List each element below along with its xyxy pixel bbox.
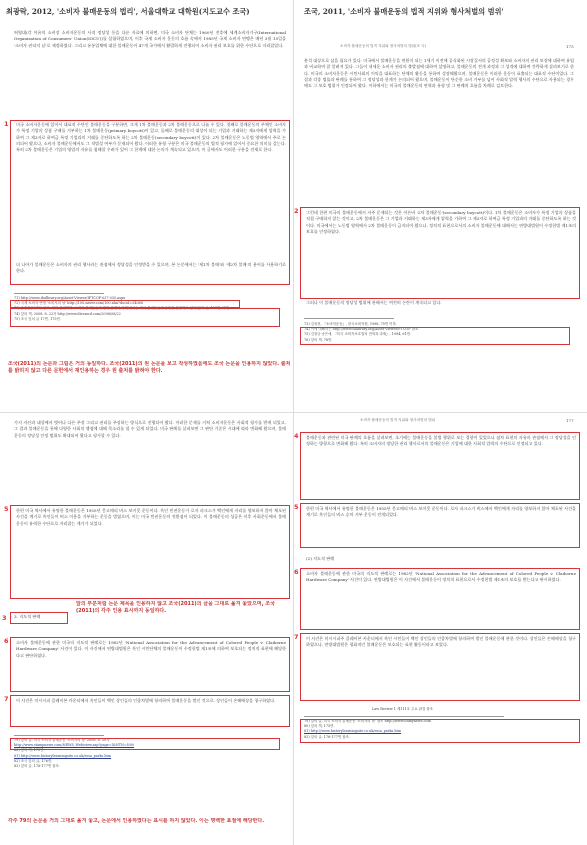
right-bottom-subhead: (2) 지도적 판례 [306, 556, 335, 561]
marker-7: 7 [4, 695, 9, 703]
marker-4: 4 [294, 432, 299, 440]
right-document-header: 조국, 2011, '소비자 불매운동의 법적 지위와 형사처벌의 범위' [304, 7, 504, 16]
left-bottom-fn-82: 82) 조국 앞의 글, 176면. [14, 758, 53, 763]
right-bottom-paragraph-4: 불매운동과 관련된 미국 판례의 흐름을 살펴보면, 초기에는 불매운동을 불법 행위로 보는 경향이 있었으나 점차 표현의 자유의 관점에서 그 정당성을 인정하는 방향으로 변화해 왔다. 특히 소비자의 정당한 권리 행사로서의 불매운동은 기업에 대한 사회적 압력의 수단으로 인정되고 있다. [306, 435, 576, 447]
right-bottom-footnote-rule [304, 716, 504, 717]
right-footnote-highlight [300, 327, 570, 345]
left-bottom-fn-79-link[interactable]: http://www.stampnews.com/NEWS_Web/view.asp?page=l&NTN=N00 [14, 743, 135, 748]
right-bottom-fn-82: 82) 앞의 글, 176-177면 참조. [304, 734, 350, 739]
left-bottom-fn-79: 79) 앞의 글, 미국 소비자 불매운동 '소비자의 날' 2008. 8. 20자 [14, 738, 110, 742]
left-document-header: 최광락, 2012, '소비자 불매운동의 법리', 서울대학교 대학원(지도교수 조국) [6, 7, 250, 16]
right-footnote-75: 75) 김창규·송은애, 『미국 소비자보호법의 연혁과 과제』, 1994, 61면. [304, 332, 412, 337]
left-bottom-boxed-paragraph: 한편 미국 역사에서 유명한 불매운동은 1955년 몽고메리 버스 보이콧 운동이다. 흑인 민권운동가 로자 파크스가 백인에게 자리를 양보하지 않아 체포된 사건을 계기로 흑인들이 버스 이용을 거부하는 운동을 벌였으며, 이는 미국 민권운동의 전환점이 되었다. 이 불매운동의 성공은 이후 사회운동에서 불매운동이 유력한 수단으로 자리잡는 계기가 되었다. [16, 508, 286, 526]
footnote-71: 71) http://www.ifoilbrary.org/Asset-Viewer/IFTCOP-037-035.aspx [14, 296, 126, 300]
right-bottom-footnote-heading [372, 707, 492, 714]
marker-2: 2 [294, 207, 299, 215]
horizontal-divider [0, 412, 587, 413]
left-top-footnote-rule [14, 293, 104, 294]
right-bottom-fn-81-link[interactable]: 81) http://www.historylearningsite.co.uk/rosa_parks.htm [304, 729, 402, 734]
right-top-tail-paragraph: 그러나 이 불매운동의 정당성 범위에 관해서는 여전히 논란이 계속되고 있다. [306, 300, 442, 305]
footnote-72-highlight [10, 300, 240, 308]
right-top-paragraph-1: 분석 대상으로 삼을 필요가 있다. 미국에서 불매운동을 연원이 되는 1세기 이전에 공식화된 시장질서의 공정성 확보와 소비자의 권리 보장에 대하여 유럽과 비교하여 잘 알려져 있다. 그들이 내세운 소비자 권리의 출발점에 대하여 설명하고, 불매운동의 전개 과정과 그 성격에 대하여 간략하게 살펴보기로 한다. 미국의 소비자운동은 시민사회의 이익을 대표하는 단체의 활동을 통하여 성장해왔으며, 불매운동은 이러한 운동이 표출되는 대표적 수단이었다. 그 결과 각종 법률과 판례를 통하여 그 정당성과 한계가 논의되어 왔으며, 불매운동이 단순한 소비 거부를 넘어 사회적 압력 행사의 수단으로 사용되는 경우에도 그 보호 범위가 인정되어 왔다. 이하에서는 미국의 불매운동의 연혁과 유형 및 그 판례의 흐름을 차례로 검토한다. [304, 58, 574, 89]
right-bottom-fn-highlight [300, 719, 580, 743]
right-bottom-paragraph-7: 이 사건은 미시시피주 클레이본 카운티에서 흑인 시민들이 백인 상인들의 인종차별에 항의하여 벌인 불매운동에 관한 것이다. 상인들은 손해배상을 청구하였으나, 연방대법원은 평화적인 불매운동은 보호되는 표현 활동이라고 보았다. [306, 636, 576, 648]
left-top-boxed-paragraph: 미국 소비자운동에 있어서 대표적 수단인 불매운동을 구분하면, 크게 1차 불매운동과 2차 불매운동으로 나눌 수 있다. 첫째로 불매운동의 주체인 소비자가 특정 기업의 상품 구매를 거부하는 1차 불매운동(primary boycott)이 있고, 둘째로 불매운동의 대상이 되는 기업과 거래하는 제3자에게 압력을 가하여 그 제3자로 하여금 특정 기업과의 거래를 중단하도록 하는 2차 불매운동(secondary boycott)이 있다. 2차 불매운동은 노동법 영역에서 주로 논의되어 왔으나, 소비자 불매운동에서도 그 적법성 여부가 문제되어 왔다. 이러한 유형 구분은 미국 불매운동의 법적 평가에 있어서 중요한 의미를 갖는다. 특히 2차 불매운동은 기업의 영업의 자유를 침해할 우려가 있어 그 한계에 대한 논의가 계속되고 있으며, 이 글에서도 이러한 구분을 전제로 한다. [16, 122, 286, 153]
vertical-divider [293, 0, 294, 845]
marker-3: 3 [2, 614, 7, 622]
right-bottom-footnote-heading-text: Law Review 1 제111호 주요 판결 참조 [372, 707, 433, 711]
left-bottom-paragraph-1: 가지 자산과 대상에서 벗어나 다른 주장 그리고 권리를 주장하는 방식으로 진행되어 왔다. 이러한 문제를 거쳐 소비자운동은 사회적 평가를 받게 되었고, 그 결과 불매운동을 통해 다양한 사회적 쟁점에 대해 목소리를 낼 수 있게 되었다. 미국 판례를 살펴보면 그 판단 기준은 시대에 따라 변화해 왔으며, 불매운동의 정당성 인정 범위도 확대되어 왔다고 평가할 수 있다. [14, 420, 286, 438]
marker-7b: 7 [294, 633, 299, 641]
footnote-74: 74) 앞의 책, 2008. 8. 22자 http://www.ilivemcd.com/2008/08/22 [14, 311, 121, 316]
right-bottom-page-number: 177 [566, 418, 574, 423]
right-bottom-paragraph-6: 소비자 불매운동에 관한 미국의 지도적 판례로는 1982년 'National Association for the Advancement of Colored People v. Claiborne Hardware Company' 사건이 있다. 연방대법원은 이 사건에서 불매운동이 정치적 표현으로서 수정헌법 제1조의 보호를 받는다고 판시하였다. [306, 571, 576, 583]
left-bottom-middle-comment: 앞의 부분처럼 논문 제목을 인용하지 않고 조국(2011)의 글을 그대로 옮겨 놓았으며, 조국(2011)의 각주 인용 표시까지 동일하다. [76, 601, 275, 614]
left-top-tail-paragraph: 더 나아가 불매운동은 소비자의 권리 행사라는 관점에서 정당성을 인정받을 수 있으며, 본 논문에서는 '제1차 불매'와 '제2차 불매'의 용어를 사용하기로 한다. [16, 262, 286, 274]
marker-5: 5 [4, 505, 9, 513]
right-top-page-number: 175 [566, 44, 574, 49]
left-bottom-fn-81-link[interactable]: 81) http://www.historylearningsite.co.uk/rosa_parks.htm [14, 753, 112, 758]
footnote-73: 73) 송종길(2013) 참조. 이와 관련하여 '소비자 불매운동의 법적 한계와 과제'에서는 미국 불매운동의 유형을 분류하고 있다(앞의 글, 121면 이하). [14, 306, 231, 311]
left-bottom-fn-83: 83) 앞의 글, 176-177면 참조. [14, 764, 60, 769]
right-bottom-running-head: 소비자 불매운동의 법적 지위와 형사처벌의 범위 [360, 418, 436, 422]
marker-6: 6 [4, 637, 9, 645]
right-top-footnote-rule [304, 318, 394, 319]
footnote-72: 72) 국제 소비자 연맹 '소비자의 날' http://100.naver.com/100.nhn?docid=54068 [14, 301, 143, 306]
footnote-75: 75) 조국 앞의 글 17면, 175면. [14, 316, 61, 321]
left-top-review-comment: 조국(2011)의 논문과 그림은 거의 동일하다. 조국(2011)의 원 논문을 보고 작성하였음에도 조국 논문을 인용하지 않았다. 출처를 밝히지 않고 다른 문헌에서 재인용하는 경우 원 출처를 밝혀야 한다. [8, 361, 291, 374]
footnote-73-highlight [10, 308, 280, 327]
left-bottom-seven-paragraph: 이 사건은 미시시피 클레이본 카운티에서 흑인들이 백인 상인들의 인종차별에 항의하여 불매운동을 벌인 것으로, 상인들이 손해배상을 청구하였다. [16, 698, 276, 703]
left-bottom-fn-highlight [10, 738, 280, 750]
right-bottom-fn-80: 80) 앞의 책, 175면. [304, 724, 335, 729]
left-bottom-fn-80: 80) 앞의 책, 175면. [14, 748, 45, 753]
left-bottom-case-paragraph: 소비자 불매운동에 관한 미국의 지도적 판례로는 1982년 'National Association for the Advancement of Colored People v. Claiborne Hardware Company' 사건이 있다. 이 사건에서 연방대법원은 흑인 시민단체의 불매운동이 수정헌법 제1조에 의하여 보호되는 정치적 표현에 해당한다고 판단하였다. [16, 640, 286, 658]
marker-6b: 6 [294, 568, 299, 576]
right-bottom-fn-79: 79) 앞의 글, 미국 소비자 불매운동 '소비자의 날' 참조 http://www.ohmynews.com [304, 719, 431, 723]
left-bottom-footnote-rule [14, 735, 104, 736]
left-bottom-review-comment: 각주 79의 논문을 거의 그대로 옮겨 놓고, 논문에서 인용하였다는 표시를 하지 않았다. 이는 명백한 표절에 해당한다. [8, 818, 265, 824]
right-bottom-paragraph-5: 한편 미국 역사에서 유명한 불매운동은 1955년 몽고메리 버스 보이콧 운동이다. 로자 파크스가 버스에서 백인에게 자리를 양보하지 않아 체포된 사건을 계기로 흑인들의 버스 승차 거부 운동이 전개되었다. [306, 506, 576, 518]
marker-5b: 5 [294, 503, 299, 511]
left-bottom-subhead: 3. 지도적 판례 [14, 614, 41, 619]
right-footnote-74: 74) 이에 대해서는 http://www.fldlbrary.org/Asset-Viewer/FTCOP 참조. [304, 327, 420, 332]
left-top-paragraph-1: 허영대(각 이유의 소비장 소비자운동의 사적 정당성 등을 다룬 자료에 의하면, 미국 소비자 단체는 1960년 전후에 세계소비자기구(International Organization of Consumers' Union(IOCU))를 설립하였으며, 이후 국제 소비자 운동의 흐름 속에서 1985년 국제 소비자 연맹은 매년 3월 15일을 '소비자 권리의 날'로 제정하였다. 그리고 유통업체에 대한 불매운동이 47개 국가에서 활발하게 진행되어 소비자 권리 보호를 위한 수단으로 자리잡았다. [14, 30, 286, 48]
right-top-running-head: 소비자 불매운동의 법적 지위와 형사처벌의 범위(조 국) [340, 44, 427, 48]
right-footnote-76: 76) 앞의 책, 78면. [304, 337, 333, 342]
right-top-boxed-paragraph: 그런데 한편 미국의 불매운동에서 자주 문제되는 것은 이른바 '2차 불매운동'(secondary boycott)이다. 1차 불매운동은 소비자가 특정 기업의 상품을 직접 구매하지 않는 것이고, 2차 불매운동은 그 기업과 거래하는 제3자에게 압력을 가하여 그 제3자로 하여금 특정 기업과의 거래를 중단하도록 하는 것이다. 미국에서는 노동법 영역에서 2차 불매운동이 금지되어 왔으나, 정치적 표현으로서의 소비자 불매운동에 대해서는 연방대법원이 수정헌법 제1조의 보호를 인정하였다. [306, 210, 576, 235]
right-footnote-73: 73) 김성천, 『소비자운동』, 한국소비자원, 1998, 75면 이하. [304, 322, 397, 326]
marker-1: 1 [4, 120, 9, 128]
